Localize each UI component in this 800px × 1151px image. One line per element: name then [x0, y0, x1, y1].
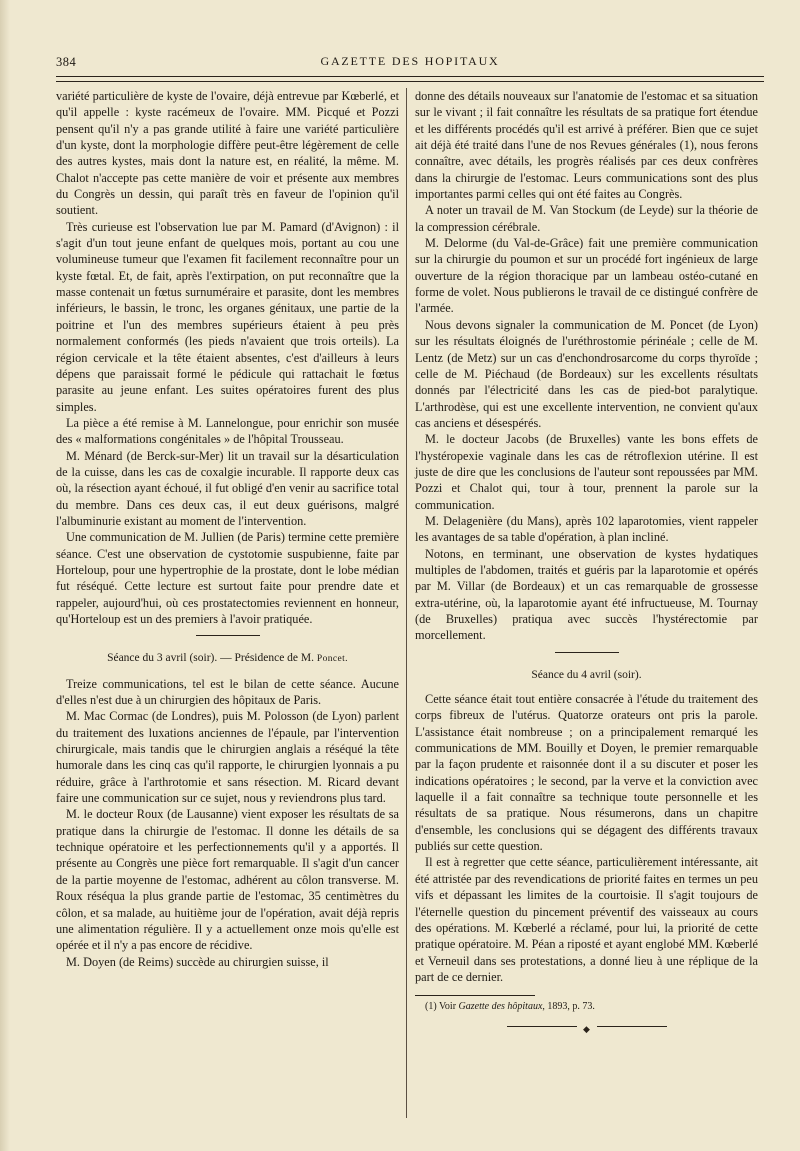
paragraph: Notons, en terminant, une observation de kystes hydatiques multiples de l'abdomen, traités et guéris par la laparotomie et opérés par M. Villar (de Bordeaux) et un cas remarquable de grossesse extra-utérine, où, la laparotomie ayant été infructueuse, M. Tournay (de Bruxelles) pratiqua avec succès l'hystérectomie par morcellement. [415, 546, 758, 643]
end-ornament: ◆ [507, 1021, 667, 1031]
section-divider [555, 652, 619, 653]
footnote-journal: Gazette des hôpitaux [458, 1001, 543, 1013]
page-binding-edge [0, 0, 10, 1151]
column-separator [406, 88, 407, 1118]
session-heading: Séance du 4 avril (soir). [531, 668, 642, 681]
paragraph: M. le docteur Roux (de Lausanne) vient exposer les résultats de sa pratique dans la chirurgie de l'estomac. Il donne les détails de sa technique opératoire et les perfectionnements qu'il y a apportés. Il présente au Congrès une pièce fort remarquable. Il s'agit d'un cancer de la partie moyenne de l'estomac, adhérent au côlon transverse. M. Roux réséqua la plus grande partie de l'estomac, 35 centimètres du côlon, et sa malade, au huitième jour de l'opération, avait déjà repris une alimentation régulière. Il y a actuellement onze mois qu'elle est opérée et il n'y a pas encore de récidive. [56, 807, 399, 953]
header-double-rule [56, 76, 764, 82]
paragraph: Nous devons signaler la communication de M. Poncet (de Lyon) sur les résultats éloignés de l'uréthrostomie périnéale ; celle de M. Lentz (de Metz) sur un cas d'enchondrosarcome du corps thyroïde ; celle de M. Piéchaud (de Bordeaux) sur les excellents résultats donnés par l'électricité dans les cas de pied-bot paralytique. L'arthrodèse, qui est une excellente intervention, ne convient qu'aux cas anciens et désespérés. [415, 317, 758, 430]
paragraph: M. Ménard (de Berck-sur-Mer) lit un travail sur la désarticulation de la cuisse, dans les cas de coxalgie incurable. Il rapporte deux cas où, la résection ayant échoué, il fut obligé d'en venir au sacrifice total du membre. Dans ces deux cas, il eut deux guérisons, malgré l'albuminurie existant au moment de l'intervention. [56, 448, 399, 528]
footnote-rule [415, 995, 535, 996]
session-heading [56, 650, 399, 667]
paragraph: M. Delorme (du Val-de-Grâce) fait une première communication sur la chirurgie du poumon et sur un procédé fort ingénieux de large ouverture de la région thoracique par un lambeau ostéo-cutané en forme de volet. Nous publierons le travail de ce distingué confrère de l'armée. [415, 236, 758, 316]
left-column [56, 88, 399, 970]
running-title: GAZETTE DES HOPITAUX [320, 54, 500, 68]
section-divider [196, 635, 260, 636]
paragraph: A noter un travail de M. Van Stockum (de Leyde) sur la théorie de la compression cérébrale. [415, 203, 758, 234]
session-heading-label: Séance du 3 avril (soir). — Présidence de M. [107, 652, 315, 665]
footnote-reference: , 1893, p. 73. [542, 1001, 595, 1013]
paragraph: Une communication de M. Jullien (de Paris) termine cette première séance. C'est une observation de cystotomie suspubienne, faite par Horteloup, pour une hypertrophie de la prostate, dont le lobe médian fut réséqué. Cette lecture est surtout faite pour prendre date et rappeler, aujourd'hui, où ces prostatectomies reviennent en honneur, qu'Horteloup est un des premiers à l'avoir pratiquée. [56, 530, 399, 626]
paragraph: M. le docteur Jacobs (de Bruxelles) vante les bons effets de l'hystéropexie vaginale dans les cas de rétroflexion utérine. Il est juste de dire que les conclusions de l'auteur sont repoussées par MM. Pozzi et Chalot qui, tour à tour, prennent la parole sur la communication. [415, 432, 758, 512]
paragraph: M. Delagenière (du Mans), après 102 laparotomies, vient rappeler les avantages de sa table d'opération, à plan incliné. [415, 513, 758, 545]
paragraph: M. Mac Cormac (de Londres), puis M. Polosson (de Lyon) parlent du traitement des luxations anciennes de l'épaule, par l'intervention chirurgicale, mais tandis que le chirurgien anglais a réséqué la tête humorale dans les cinq cas qu'il rapporte, le chirurgien lyonnais a pu réduire, grâce à l'arthrotomie et sans résection. M. Ricard devant faire une communication sur ce sujet, nous y reviendrons plus tard. [56, 709, 399, 806]
paragraph: M. Doyen (de Reims) succède au chirurgien suisse, il [66, 954, 329, 969]
paragraph: Cette séance était tout entière consacrée à l'étude du traitement des corps fibreux de l'utérus. Quatorze orateurs ont pris la parole. L'assistance était nombreuse ; on a principalement remarqué les communications de MM. Bouilly et Doyen, le premier remarquable par la façon prudente et raisonnée dont il a su discuter et poser les indications opératoires ; le second, par la verve et la conviction avec laquelle il a fait connaître sa technique toute personnelle et les résultats de sa pratique. Nous résumerons, dans un chapitre d'ensemble, les conclusions qui se dégagent des différents travaux publiés sur cette question. [415, 692, 758, 854]
right-column [415, 88, 758, 1035]
footnote [415, 1000, 758, 1013]
paragraph: donne des détails nouveaux sur l'anatomie de l'estomac et sa situation sur le vivant ; il fait connaître les résultats de sa pratique fort étendue et les différents procédés qu'il est arrivé à préférer. Bien que ce sujet ait déjà été traité dans l'une de nos Revues générales (1), nous ferons connaître, avec détails, les progrès réalisés par ces deux confrères dans la chirurgie de l'estomac. Leurs communications sont des plus importantes parmi celles qui ont été faites au Congrès. [415, 89, 758, 202]
page-number: 384 [56, 55, 77, 69]
paragraph: La pièce a été remise à M. Lannelongue, pour enrichir son musée des « malformations congénitales » de l'hôpital Trousseau. [56, 415, 399, 447]
footnote-marker: (1) Voir [425, 1001, 457, 1013]
paragraph: variété particulière de kyste de l'ovaire, déjà entrevue par Kœberlé, et qu'il appelle : kyste racémeux de l'ovaire. MM. Picqué et Pozzi pensent qu'il n'y a pas grande utilité à faire une variété particulière d'un kyste, dont la morphologie diffère peut-être légèrement de celle des autres kystes, mais dont la nature est, en réalité, la même. M. Chalot n'accepte pas cette manière de voir et présente aux membres du Congrès un dessin, qui paraît très en faveur de l'opinion qu'il soutient. [56, 89, 399, 218]
paragraph: Très curieuse est l'observation lue par M. Pamard (d'Avignon) : il s'agit d'un tout jeune enfant de quelques mois, portant au cou une volumineuse tumeur que l'examen fit facilement reconnaître pour un kyste fœtal. Et, de fait, après l'extirpation, on put reconnaître que la masse contenait un fœtus surnuméraire et parasite, dont les membres inférieurs, le bassin, le tronc, les organes génitaux, une partie de la poitrine et l'un des membres supérieurs étaient à peu près normalement conformés (les pieds n'avaient que trois orteils). La région cervicale et la tête étaient absentes, c'est d'ailleurs à leurs dépens que paraissait formé le pédicule qui rattachait le fœtus parasite au jeune enfant. Les suites opératoires furent des plus simples. [56, 219, 399, 414]
page-header [56, 52, 764, 72]
paragraph: Il est à regretter que cette séance, particulièrement intéressante, ait été attristée par des revendications de priorité faites en termes un peu vifs et dépassant les limites de la courtoisie. Il s'agit toujours de l'éternelle question du pincement préventif des vaisseaux au cours des opérations. M. Kœberlé a réclamé, pour lui, la priorité de cette pratique opératoire. M. Péan a riposté et ayant englobé MM. Kœberlé et Verneuil dans ses protestations, a donné lieu à une réplique de la part de ce dernier. [415, 855, 758, 984]
paragraph: Treize communications, tel est le bilan de cette séance. Aucune d'elles n'est due à un chirurgien des hôpitaux de Paris. [56, 676, 399, 708]
session-president-name: Poncet. [316, 654, 348, 665]
